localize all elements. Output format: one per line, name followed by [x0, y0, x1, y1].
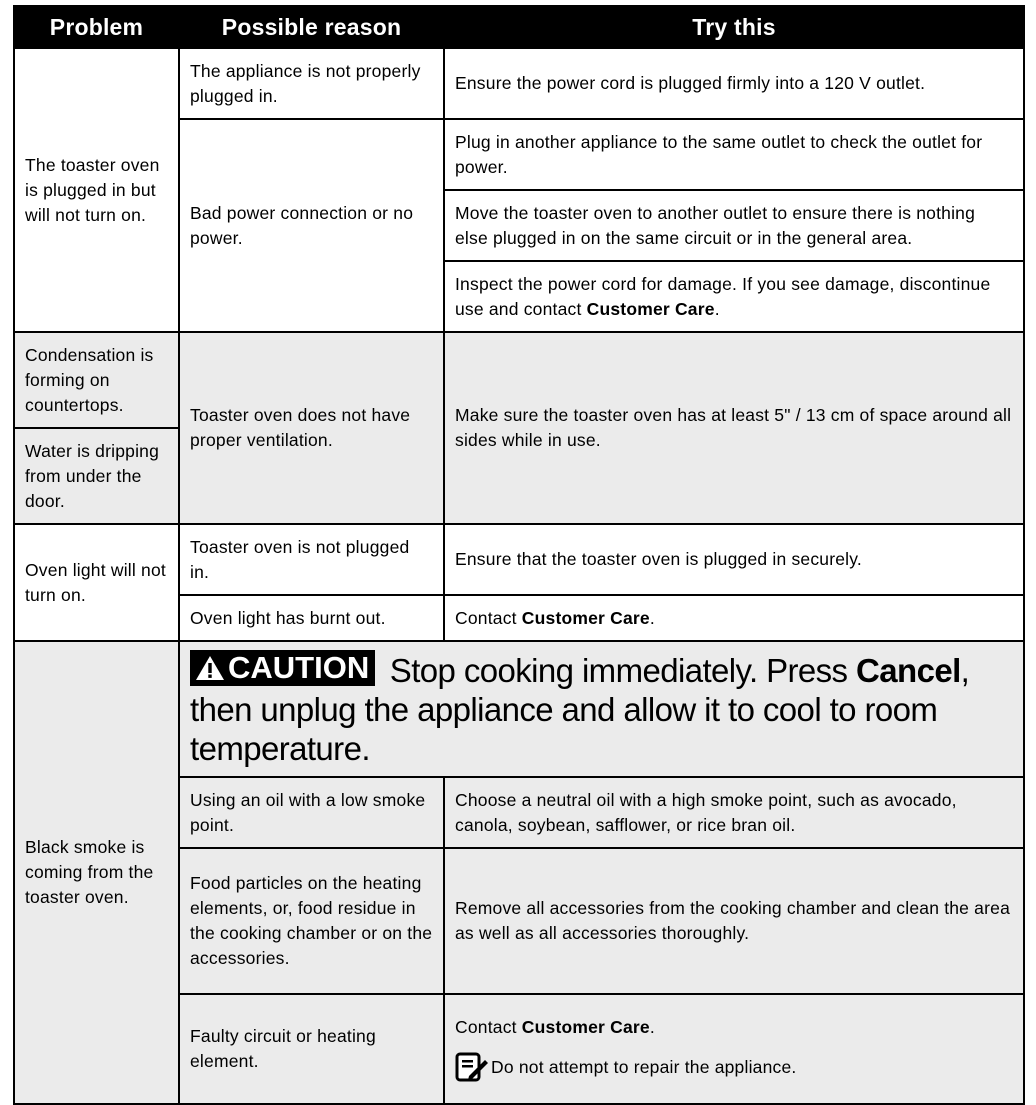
note-pencil-icon	[455, 1052, 489, 1084]
fix-text-suffix: .	[649, 607, 655, 628]
header-possible-reason: Possible reason	[179, 6, 444, 48]
fix-text: Contact	[455, 1016, 522, 1037]
customer-care-link: Customer Care	[586, 298, 715, 319]
header-row	[14, 6, 1024, 48]
reason-cell: Oven light has burnt out.	[179, 595, 444, 641]
reason-cell: The appliance is not properly plugged in.	[179, 48, 444, 119]
header-try-this: Try this	[444, 6, 1024, 48]
reason-cell: Toaster oven does not have proper ventilation.	[179, 332, 444, 524]
fix-text: Contact	[455, 607, 522, 628]
note-text: Do not attempt to repair the appliance.	[491, 1057, 797, 1077]
reason-cell: Toaster oven is not plugged in.	[179, 524, 444, 595]
troubleshooting-table	[13, 5, 1025, 1105]
caution-text-end: , then unplug the appliance and allow it to cool to room temperature.	[190, 652, 970, 767]
fix-cell: Choose a neutral oil with a high smoke point, such as avocado, canola, soybean, safflower, or rice bran oil.	[444, 777, 1024, 848]
note-row	[455, 1052, 1013, 1084]
cancel-keyword: Cancel	[856, 652, 961, 689]
customer-care-link: Customer Care	[521, 1016, 650, 1037]
caution-text: Stop cooking immediately. Press	[381, 652, 857, 689]
header-problem: Problem	[14, 6, 179, 48]
fix-text-suffix: .	[649, 1016, 655, 1037]
fix-cell: Make sure the toaster oven has at least 5" / 13 cm of space around all sides while in use.	[444, 332, 1024, 524]
reason-cell: Faulty circuit or heating element.	[179, 994, 444, 1104]
reason-cell: Food particles on the heating elements, or, food residue in the cooking chamber or on the accessories.	[179, 848, 444, 994]
problem-water-dripping: Water is dripping from under the door.	[14, 428, 179, 524]
troubleshooting-table-wrapper	[13, 5, 1023, 1105]
fix-line	[455, 1015, 1013, 1040]
table-row	[14, 641, 1024, 777]
customer-care-link: Customer Care	[521, 607, 650, 628]
fix-cell	[444, 994, 1024, 1104]
problem-black-smoke: Black smoke is coming from the toaster oven.	[14, 641, 179, 1104]
caution-badge	[190, 650, 375, 686]
fix-cell: Ensure that the toaster oven is plugged in securely.	[444, 524, 1024, 595]
reason-cell: Using an oil with a low smoke point.	[179, 777, 444, 848]
caution-cell	[179, 641, 1024, 777]
table-row	[14, 332, 1024, 428]
fix-cell: Ensure the power cord is plugged firmly into a 120 V outlet.	[444, 48, 1024, 119]
reason-cell: Bad power connection or no power.	[179, 119, 444, 332]
fix-cell	[444, 261, 1024, 332]
problem-condensation: Condensation is forming on countertops.	[14, 332, 179, 428]
caution-label: CAUTION	[228, 650, 370, 685]
fix-cell	[444, 595, 1024, 641]
caution-statement	[190, 650, 1013, 768]
fix-text: Inspect the power cord for damage. If you see damage, discontinue use and contact	[455, 273, 991, 319]
problem-not-turn-on: The toaster oven is plugged in but will not turn on.	[14, 48, 179, 332]
problem-oven-light: Oven light will not turn on.	[14, 524, 179, 641]
warning-triangle-icon	[195, 655, 225, 681]
fix-text-suffix: .	[714, 298, 720, 319]
fix-cell: Move the toaster oven to another outlet to ensure there is nothing else plugged in on the same circuit or in the general area.	[444, 190, 1024, 261]
fix-cell: Plug in another appliance to the same outlet to check the outlet for power.	[444, 119, 1024, 190]
fix-cell: Remove all accessories from the cooking chamber and clean the area as well as all accessories thoroughly.	[444, 848, 1024, 994]
table-row	[14, 524, 1024, 595]
table-row	[14, 48, 1024, 119]
